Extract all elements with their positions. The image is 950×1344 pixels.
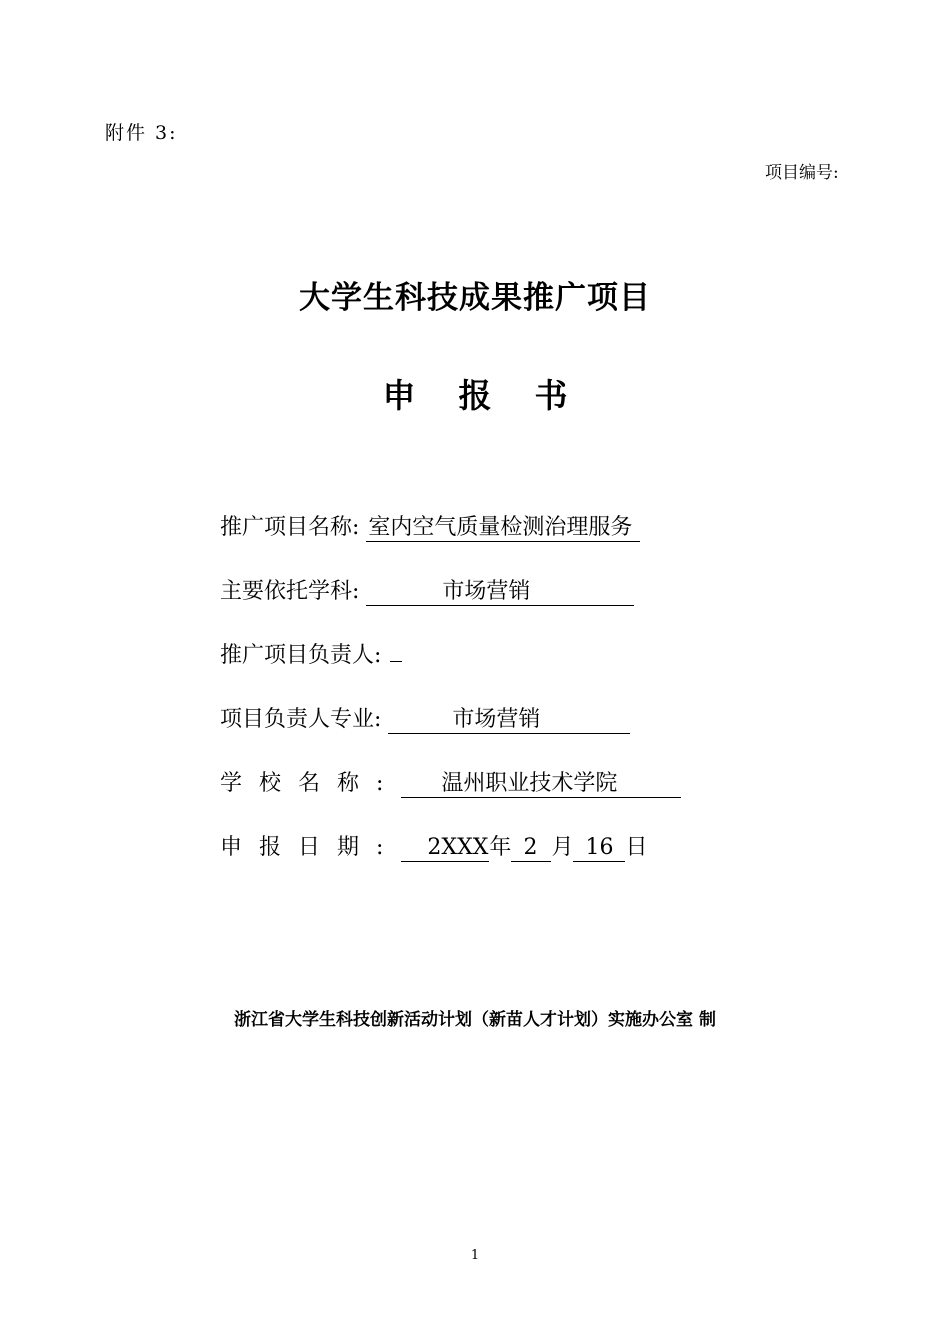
discipline-value: 市场营销 <box>442 579 531 604</box>
date-year-unit: 年 <box>489 835 512 860</box>
date-day-unit: 日 <box>625 835 648 860</box>
discipline-row <box>220 575 634 609</box>
date-month-unit: 月 <box>551 835 574 860</box>
leader-row <box>220 639 402 673</box>
date-month-underline <box>511 835 551 862</box>
document-title: 大学生科技成果推广项目 <box>299 280 651 316</box>
major-row <box>220 703 630 737</box>
date-day-underline <box>573 835 625 862</box>
project-name-label: 推广项目名称: <box>220 515 360 540</box>
leader-underline <box>390 661 402 662</box>
school-value: 温州职业技术学院 <box>441 771 618 796</box>
date-month: 2 <box>523 835 538 860</box>
discipline-underline <box>366 579 634 606</box>
school-underline <box>401 771 681 798</box>
attachment-label: 附件 3: <box>105 122 178 144</box>
project-number-label: 项目编号: <box>765 163 839 183</box>
major-underline <box>388 707 630 734</box>
leader-label: 推广项目负责人: <box>220 643 382 668</box>
date-row <box>220 831 647 865</box>
page-number: 1 <box>470 1248 480 1263</box>
date-day: 16 <box>585 835 614 860</box>
date-label: 申报日期: <box>220 835 401 860</box>
date-year: 2XXX <box>427 835 489 860</box>
major-label: 项目负责人专业: <box>220 707 382 732</box>
date-year-underline <box>401 835 489 862</box>
document-subtitle: 申 报 书 <box>382 376 568 415</box>
issuing-office: 浙江省大学生科技创新活动计划（新苗人才计划）实施办公室 制 <box>234 1010 716 1030</box>
discipline-label: 主要依托学科: <box>220 579 360 604</box>
project-name-value: 室内空气质量检测治理服务 <box>366 515 640 542</box>
major-value: 市场营销 <box>452 707 541 732</box>
school-row <box>220 767 681 801</box>
school-label: 学校名称: <box>220 771 401 796</box>
project-name-row <box>220 511 640 545</box>
